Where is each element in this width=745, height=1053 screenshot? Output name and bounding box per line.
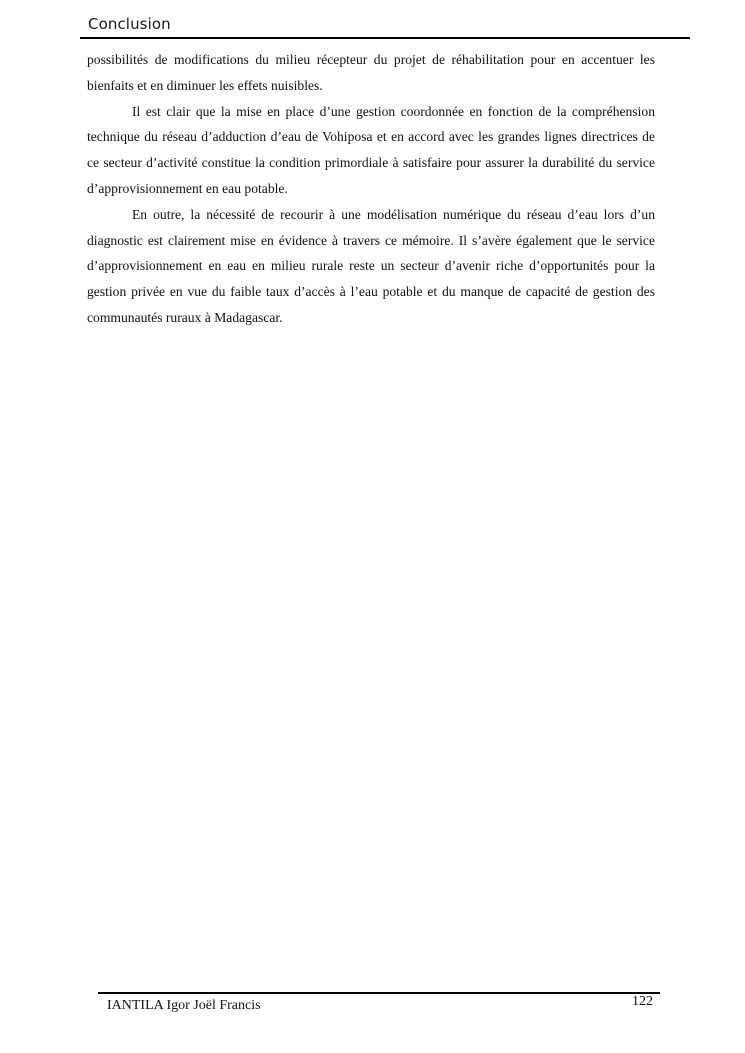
paragraph-coordinated-management: Il est clair que la mise en place d’une gestion coordonnée en fonction de la compréhension technique du réseau d’adduction d’eau de Vohiposa et en accord avec les grandes lignes directrices de ce secteur d’activité constitue la condition primordiale à satisfaire pour assurer la durabilité du service d’approvisionnement en eau potable. xyxy=(87,103,655,196)
footer-rule xyxy=(98,992,660,994)
paragraph-continuation: possibilités de modifications du milieu récepteur du projet de réhabilitation pour en accentuer les bienfaits et en diminuer les effets nuisibles. xyxy=(87,52,655,93)
body-text xyxy=(87,47,655,331)
page-number: 122 xyxy=(632,994,653,1009)
footer-author: IANTILA Igor Joël Francis xyxy=(107,998,261,1013)
paragraph-numerical-modeling: En outre, la nécessité de recourir à une modélisation numérique du réseau d’eau lors d’un diagnostic est clairement mise en évidence à travers ce mémoire. Il s’avère également que le service d’approvisionnement en eau en milieu rurale reste un secteur d’avenir riche d’opportunités pour la gestion privée en vue du faible taux d’accès à l’eau potable et du manque de capacité de gestion des communautés ruraux à Madagascar. xyxy=(87,206,655,325)
running-header-title: Conclusion xyxy=(88,15,171,33)
header-rule xyxy=(80,37,690,39)
